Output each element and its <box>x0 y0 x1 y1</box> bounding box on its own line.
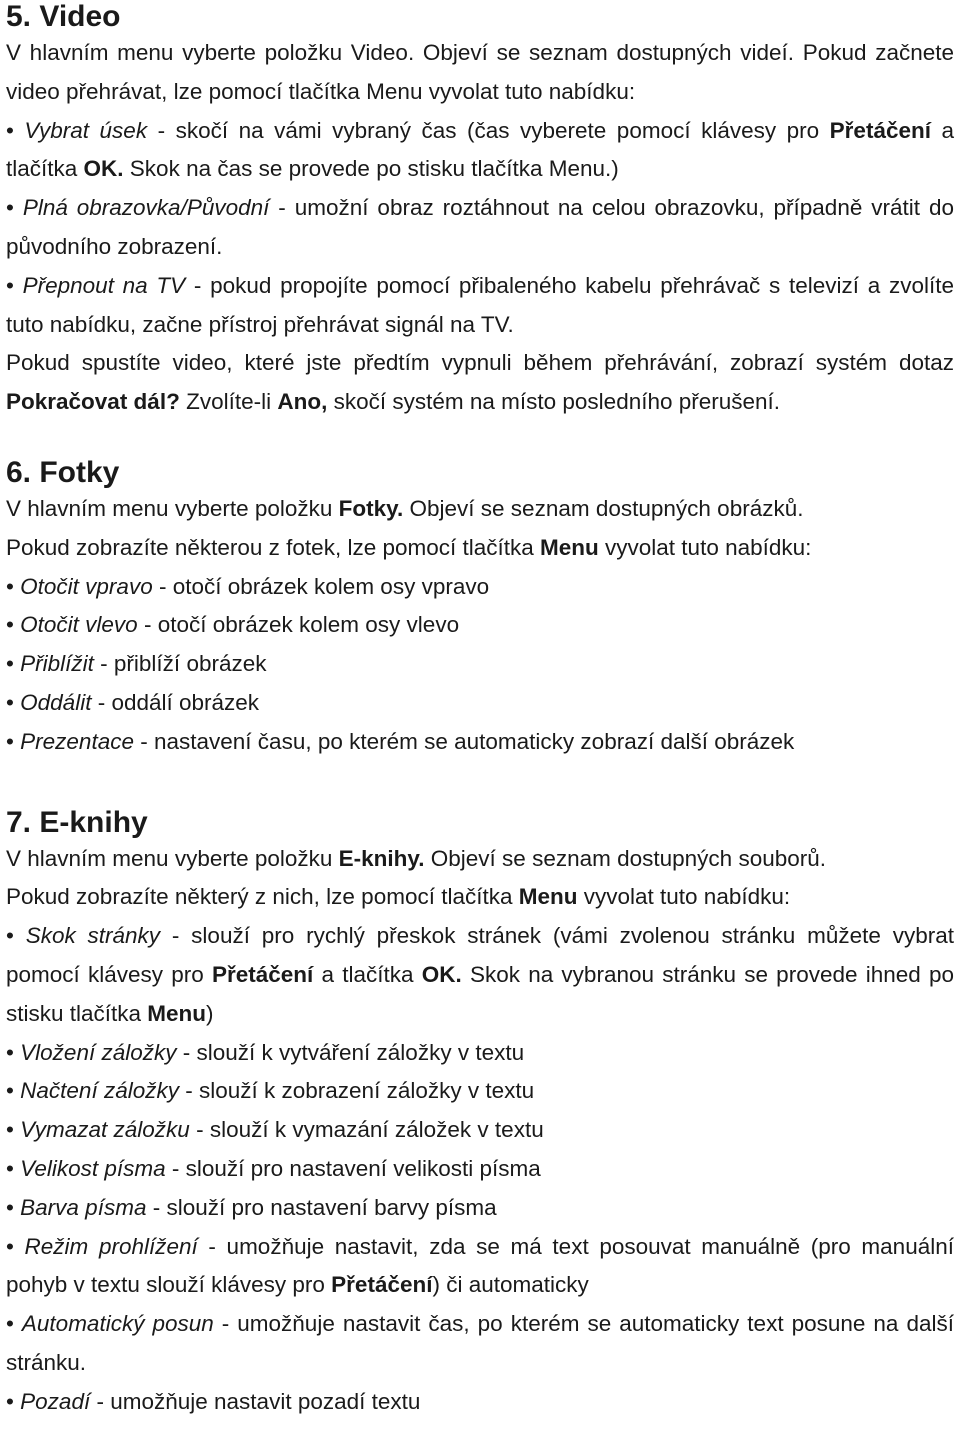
video-item-fullscreen: • Plná obrazovka/Původní - umožní obraz roztáhnout na celou obrazovku, případně vrátit do původního zobrazení. <box>6 195 954 259</box>
video-intro <box>6 34 954 112</box>
section-title-video: 5. Video <box>6 0 121 33</box>
photos-item: • Otočit vlevo - otočí obrázek kolem osy vlevo <box>6 612 460 638</box>
video-intro-line2: Pokud začnete video přehrávat, lze pomocí tlačítka Menu vyvolat tuto nabídku: <box>6 40 954 104</box>
video-item-tv: • Přepnout na TV - pokud propojíte pomocí přibaleného kabelu přehrávač s televizí a zvolíte tuto nabídku, začne přístroj přehrávat signál na TV. <box>6 272 954 337</box>
ebooks-item: • Vymazat záložku - slouží k vymazání záložek v textu <box>6 1117 544 1143</box>
video-item-select: • Vybrat úsek - skočí na vámi vybraný čas (čas vyberete pomocí klávesy pro Přetáčení a tlačítka OK. Skok na čas se provede po stisku tlačítka Menu.) <box>6 117 955 182</box>
section-title-ebooks: 7. E-knihy <box>6 805 148 839</box>
bullet: • <box>6 272 14 298</box>
photos-intro: V hlavním menu vyberte položku Fotky. Objeví se seznam dostupných obrázků. <box>6 495 804 521</box>
bullet: • <box>6 195 14 221</box>
ebooks-item: • Velikost písma - slouží pro nastavení velikosti písma <box>6 1155 541 1181</box>
ebooks-item: • Načtení záložky - slouží k zobrazení záložky v textu <box>6 1078 535 1104</box>
ebooks-item: • Barva písma - slouží pro nastavení barvy písma <box>6 1194 497 1220</box>
ebooks-item-pozadi: • Pozadí - umožňuje nastavit pozadí textu <box>6 1388 421 1414</box>
section-title-photos: 6. Fotky <box>6 455 120 489</box>
item-name: Vybrat úsek <box>24 117 148 143</box>
item-name: Plná obrazovka/Původní <box>22 195 270 221</box>
section-spacer <box>6 762 954 806</box>
ebooks-item-auto: • Automatický posun - umožňuje nastavit čas, po kterém se automaticky text posune na další stránku. <box>6 1311 954 1375</box>
video-intro-line1: V hlavním menu vyberte položku Video. Objeví se seznam dostupných videí. <box>6 40 795 65</box>
video-outro: Pokud spustíte video, které jste předtím vypnuli během přehrávání, zobrazí systém dotaz Pokračovat dál? Zvolíte-li Ano, skočí systém na místo posledního přerušení. <box>6 350 954 415</box>
photos-intro2: Pokud zobrazíte některou z fotek, lze pomocí tlačítka Menu vyvolat tuto nabídku: <box>6 534 812 560</box>
photos-item: • Otočit vpravo - otočí obrázek kolem osy vpravo <box>6 573 490 599</box>
photos-item: • Oddálit - oddálí obrázek <box>6 689 260 715</box>
item-name: Přepnout na TV <box>22 272 186 298</box>
ebooks-item-skok: • Skok stránky - slouží pro rychlý přeskok stránek (vámi zvolenou stránku můžete vybrat pomocí klávesy pro Přetáčení a tlačítka OK. Skok na vybranou stránku se provede ihned po stisku tlačítka Menu) <box>6 923 955 1026</box>
section-spacer <box>6 422 954 456</box>
ebooks-intro: V hlavním menu vyberte položku E-knihy. Objeví se seznam dostupných souborů. <box>6 845 827 871</box>
photos-item: • Přiblížit - přiblíží obrázek <box>6 651 267 677</box>
ebooks-item: • Vložení záložky - slouží k vytváření záložky v textu <box>6 1039 525 1065</box>
bullet: • <box>6 117 14 143</box>
ebooks-intro2: Pokud zobrazíte některý z nich, lze pomocí tlačítka Menu vyvolat tuto nabídku: <box>6 884 791 910</box>
ebooks-item-rezim: • Režim prohlížení - umožňuje nastavit, zda se má text posouvat manuálně (pro manuální pohyb v textu slouží klávesy pro Přetáčení) či automaticky <box>6 1233 954 1298</box>
photos-item: • Prezentace - nastavení času, po kterém se automaticky zobrazí další obrázek <box>6 728 795 754</box>
